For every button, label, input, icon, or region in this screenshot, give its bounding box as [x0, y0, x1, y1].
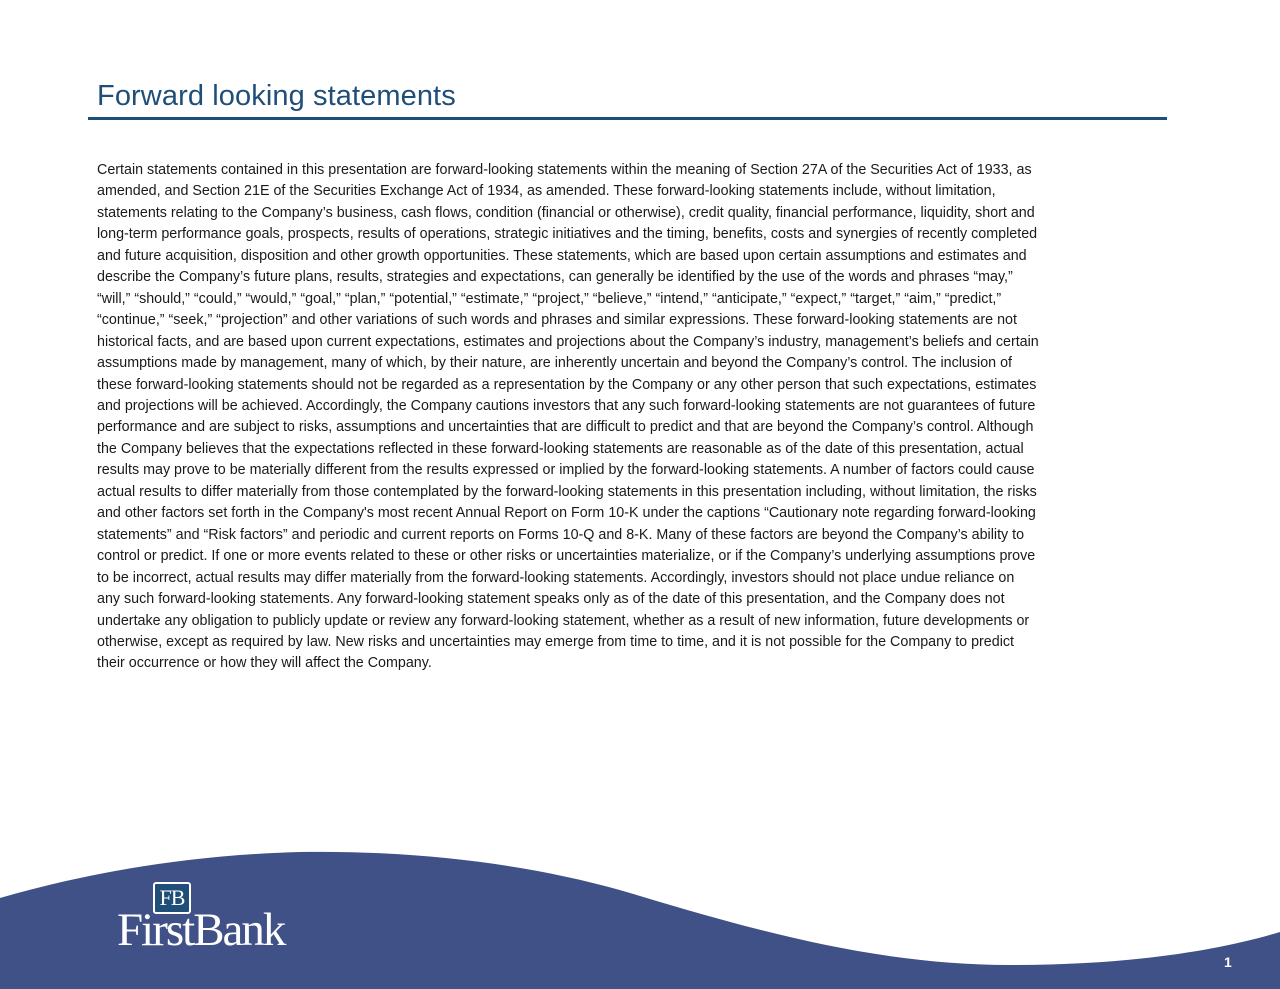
paragraph-line: amended, and Section 21E of the Securities Exchange Act of 1934, as amended. These forward-looking statements include, without limitation,: [97, 183, 996, 200]
paragraph-line: their occurrence or how they will affect the Company.: [97, 655, 432, 672]
paragraph-line: “continue,” “seek,” “projection” and other variations of such words and phrases and similar expressions. These forward-looking statements are not: [97, 312, 1017, 329]
paragraph-line: undertake any obligation to publicly update or review any forward-looking statement, whether as a result of new information, future developments or: [97, 612, 1030, 629]
paragraph-line: Certain statements contained in this presentation are forward-looking statements within the meaning of Section 27A of the Securities Act of 1933, as: [97, 162, 1032, 178]
paragraph-line: actual results to differ materially from those contemplated by the forward-looking statements in this presentation including, without limitation, the risks: [97, 483, 1037, 500]
paragraph-line: statements relating to the Company’s business, cash flows, condition (financial or otherwise), credit quality, financial performance, liquidity, short and: [97, 204, 1035, 221]
fb-monogram-icon: FB: [153, 882, 191, 914]
title-divider: [88, 117, 1167, 120]
paragraph-line: long-term performance goals, prospects, results of operations, strategic initiatives and the timing, benefits, costs and synergies of recently completed: [97, 226, 1038, 243]
firstbank-logo: [117, 882, 317, 956]
disclaimer-paragraph: [97, 160, 1172, 675]
slide-title: Forward looking statements: [97, 80, 456, 112]
paragraph-line: to be incorrect, actual results may differ materially from the forward-looking statements. Accordingly, investors should not place undue reliance on: [97, 569, 1015, 586]
page-number: 1: [1224, 954, 1232, 970]
paragraph-line: statements” and “Risk factors” and periodic and current reports on Forms 10-Q and 8-K. Many of these factors are beyond the Company’s ability to: [97, 526, 1025, 543]
paragraph-line: results may prove to be materially different from the results expressed or implied by the forward-looking statements. A number of factors could cause: [97, 462, 1035, 479]
logo-wordmark: FirstBank: [117, 904, 285, 956]
paragraph-line: control or predict. If one or more events related to these or other risks or uncertainties materialize, or if the Company’s underlying assumptions prove: [97, 548, 1036, 565]
paragraph-line: “will,” “should,” “could,” “would,” “goal,” “plan,” “potential,” “estimate,” “project,” “believe,” “intend,” “anticipate,” “expect,” “target,” “aim,” “predict,”: [97, 290, 1002, 307]
paragraph-line: these forward-looking statements should not be regarded as a representation by the Company or any other person that such expectations, estimates: [97, 376, 1037, 393]
paragraph-line: any such forward-looking statements. Any forward-looking statement speaks only as of the date of this presentation, and the Company does not: [97, 591, 1005, 608]
paragraph-line: and projections will be achieved. Accordingly, the Company cautions investors that any such forward-looking statements are not guarantees of future: [97, 397, 1036, 414]
paragraph-line: the Company believes that the expectations reflected in these forward-looking statements are reasonable as of the date of this presentation, actual: [97, 440, 1024, 457]
paragraph-line: describe the Company’s future plans, results, strategies and expectations, can generally be identified by the use of the words and phrases “may,”: [97, 269, 1013, 286]
paragraph-line: historical facts, and are based upon current expectations, estimates and projections about the Company’s industry, management’s beliefs and certain: [97, 333, 1039, 350]
paragraph-line: and other factors set forth in the Company's most recent Annual Report on Form 10-K under the captions “Cautionary note regarding forward-looking: [97, 505, 1036, 522]
paragraph-line: and future acquisition, disposition and other growth opportunities. These statements, which are based upon certain assumptions and estimates and: [97, 247, 1027, 264]
paragraph-line: assumptions made by management, many of which, by their nature, are inherently uncertain and beyond the Company’s control. The inclusion of: [97, 355, 1012, 372]
paragraph-line: otherwise, except as required by law. New risks and uncertainties may emerge from time to time, and it is not possible for the Company to predict: [97, 633, 1015, 650]
paragraph-line: performance and are subject to risks, assumptions and uncertainties that are difficult to predict and that are beyond the Company’s control. Although: [97, 419, 1034, 436]
